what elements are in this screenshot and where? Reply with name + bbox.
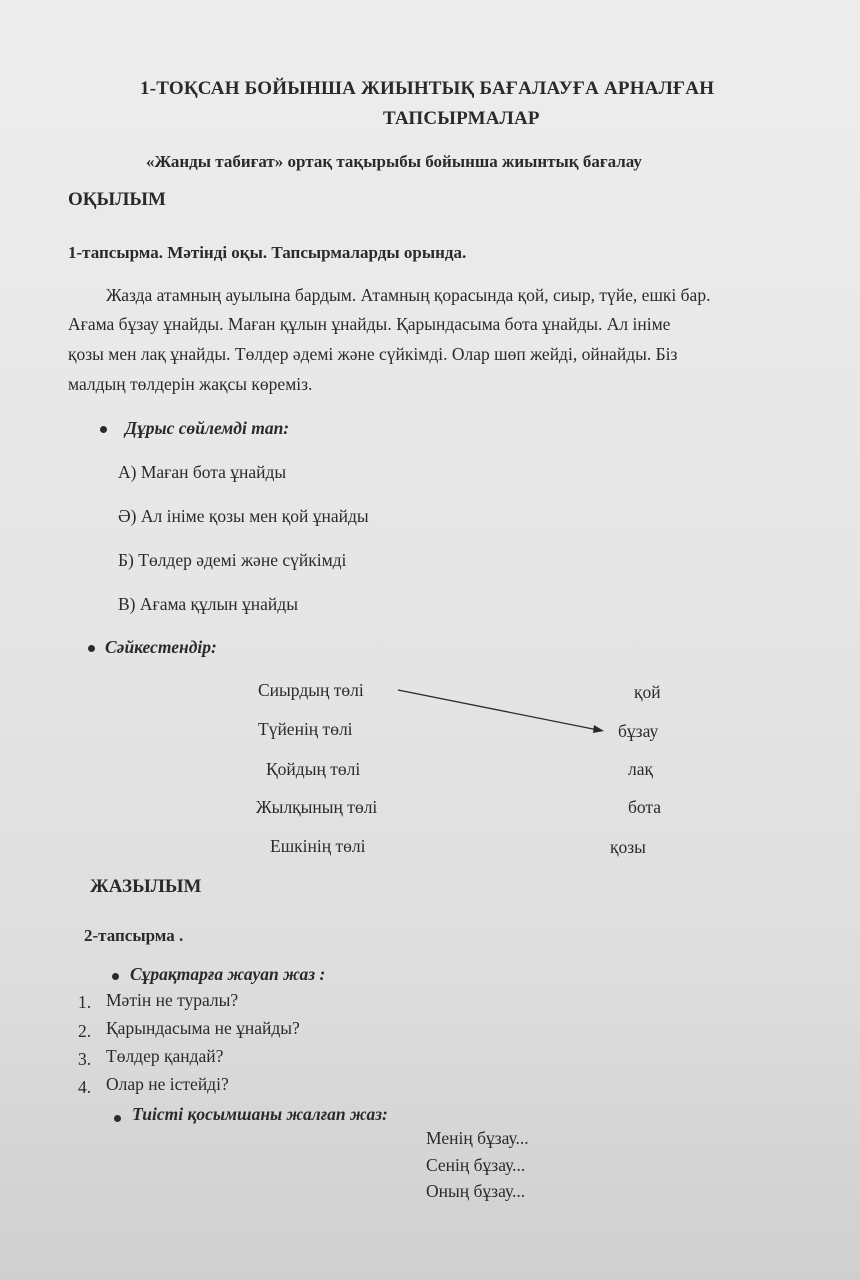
match-left-item: Қойдың төлі: [266, 759, 361, 779]
match-right-item: бота: [628, 797, 662, 817]
question-num: 2.: [78, 1021, 92, 1041]
suffix-line: Менің бұзау...: [426, 1128, 529, 1148]
page-title-line1: 1-ТОҚСАН БОЙЫНША ЖИЫНТЫҚ БАҒАЛАУҒА АРНАЛҒАН: [140, 78, 715, 99]
match-right-item: қой: [634, 682, 661, 702]
task1-label: 1-тапсырма. Мәтінді оқы. Тапсырмаларды орында.: [68, 243, 467, 262]
match-left-item: Сиырдың төлі: [258, 680, 364, 700]
task2-label: 2-тапсырма .: [84, 926, 184, 945]
match-left-item: Түйенің төлі: [258, 719, 353, 739]
page-title-line2: ТАПСЫРМАЛАР: [383, 108, 540, 129]
answer-questions-heading: Сұрақтарға жауап жаз :: [130, 964, 326, 984]
match-right-item: лақ: [628, 759, 654, 779]
page-subtitle: «Жанды табиғат» ортақ тақырыбы бойынша жиынтық бағалау: [146, 152, 642, 171]
text-line-4: малдың төлдерін жақсы көреміз.: [68, 374, 313, 394]
reading-heading: ОҚЫЛЫМ: [68, 189, 166, 210]
option-ae: Ә) Ал ініме қозы мен қой ұнайды: [118, 506, 369, 526]
question-num: 1.: [78, 992, 92, 1012]
match-arrow-icon: [390, 680, 620, 740]
match-right-item: қозы: [610, 837, 646, 857]
writing-heading: ЖАЗЫЛЫМ: [90, 876, 202, 897]
question-num: 4.: [78, 1077, 92, 1097]
match-left-item: Ешкінің төлі: [270, 836, 366, 856]
option-v: В) Ағама құлын ұнайды: [118, 594, 298, 614]
text-line-2: Ағама бұзау ұнайды. Маған құлын ұнайды. Қарындасыма бота ұнайды. Ал ініме: [68, 314, 671, 334]
bullet-dot-icon: [114, 1115, 121, 1122]
match-right-item: бұзау: [618, 721, 659, 741]
suffix-heading: Тиісті қосымшаны жалғап жаз:: [132, 1104, 388, 1124]
suffix-line: Оның бұзау...: [426, 1181, 526, 1201]
bullet-dot-icon: [112, 973, 119, 980]
text-line-1: Жазда атамның ауылына бардым. Атамның қорасында қой, сиыр, түйе, ешкі бар.: [106, 285, 711, 305]
option-b: Б) Төлдер әдемі және сүйкімді: [118, 550, 347, 570]
find-correct-heading: Дұрыс сөйлемді тап:: [125, 418, 290, 438]
suffix-line: Сенің бұзау...: [426, 1155, 526, 1175]
text-line-3: қозы мен лақ ұнайды. Төлдер әдемі және сүйкімді. Олар шөп жейді, ойнайды. Біз: [68, 344, 678, 364]
bullet-dot-icon: [100, 426, 107, 433]
match-heading: Сәйкестендір:: [105, 637, 217, 657]
question-text: Олар не істейді?: [106, 1074, 229, 1094]
option-a: А) Маған бота ұнайды: [118, 462, 287, 482]
bullet-dot-icon: [88, 645, 95, 652]
question-text: Мәтін не туралы?: [106, 990, 239, 1010]
match-left-item: Жылқының төлі: [256, 797, 378, 817]
question-text: Төлдер қандай?: [106, 1046, 224, 1066]
question-text: Қарындасыма не ұнайды?: [106, 1018, 300, 1038]
question-num: 3.: [78, 1049, 92, 1069]
